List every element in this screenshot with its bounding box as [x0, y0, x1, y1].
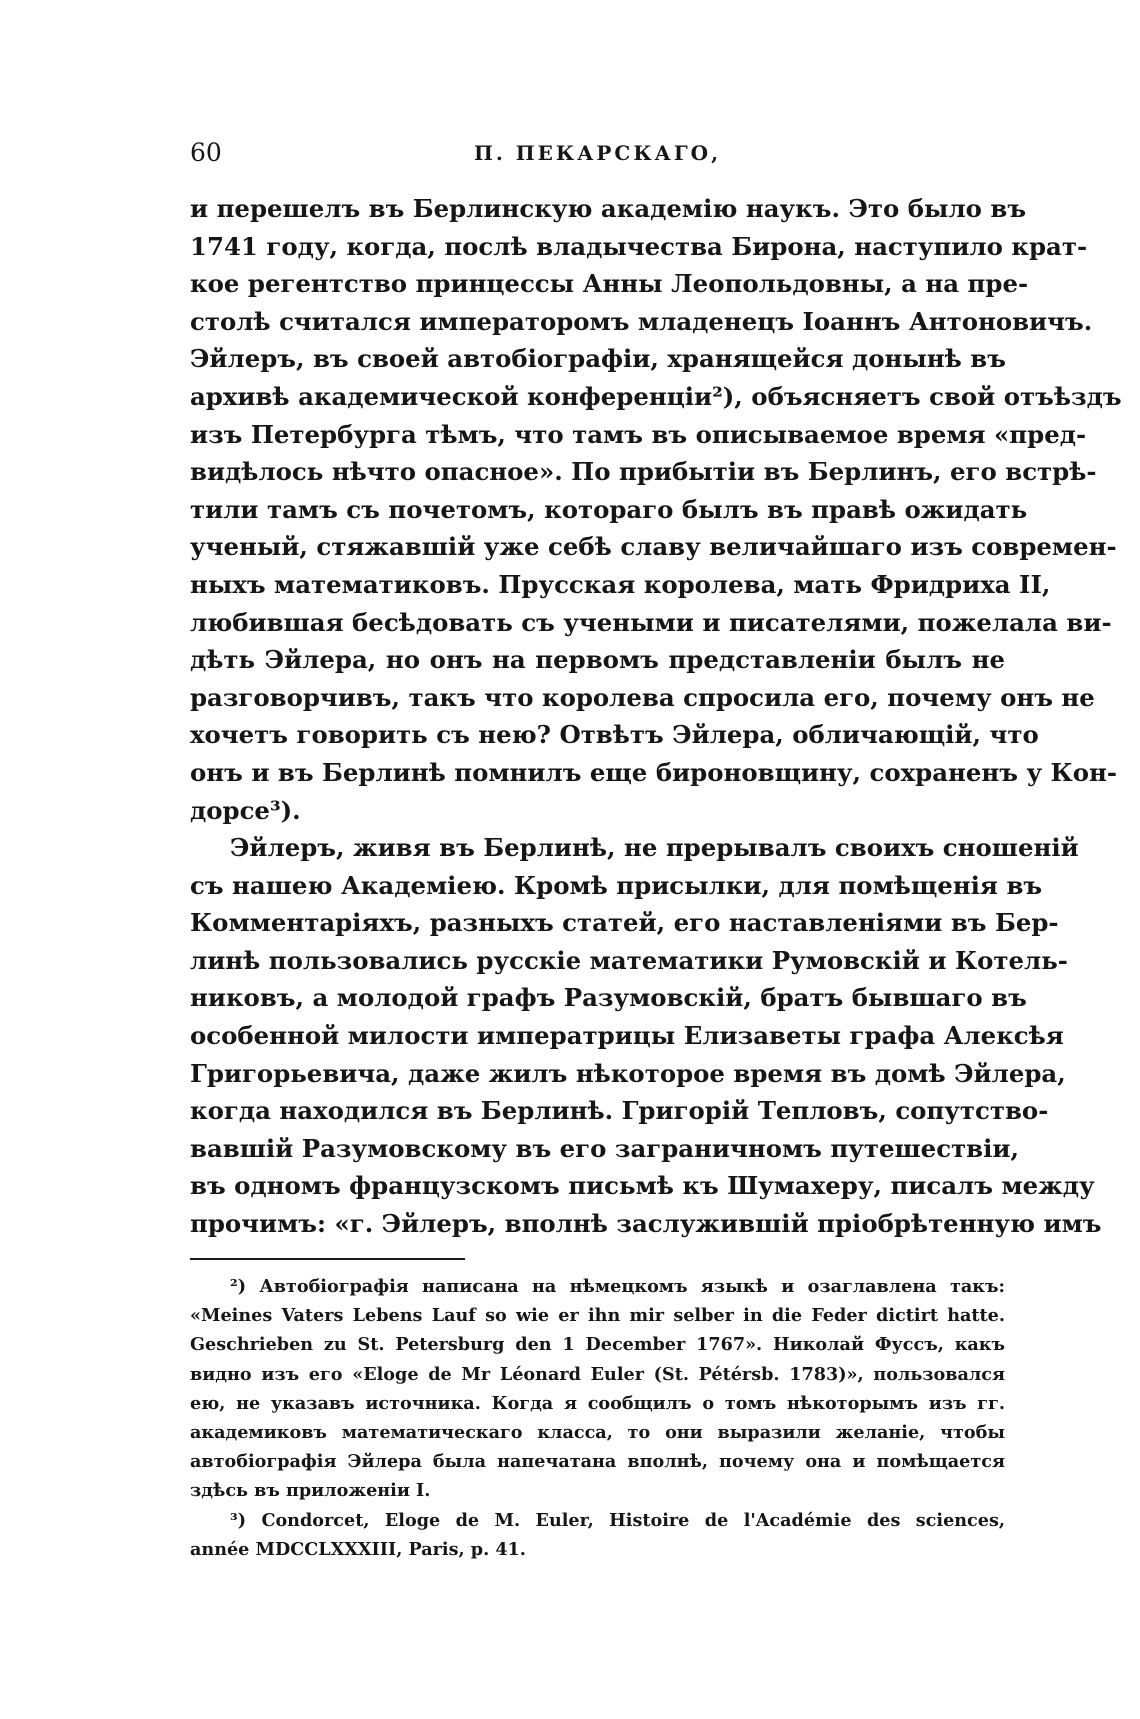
text-line: 1741 году, когда, послѣ владычества Бирона, наступило крат- [190, 231, 1088, 261]
text-line: тили тамъ съ почетомъ, котораго былъ въ правѣ ожидать [190, 494, 1028, 524]
text-line: особенной милости императрицы Елизаветы графа Алексѣя [190, 1021, 1064, 1051]
text-line: Комментаріяхъ, разныхъ статей, его наставленіями въ Бер- [190, 908, 1059, 938]
footnote-line: видно изъ его «Eloge de Mr Léonard Euler (St. Pétérsb. 1783)», пользовался [190, 1363, 1005, 1385]
running-head: П. ПЕКАРСКАГО, [473, 141, 722, 165]
footnote-line: ²) Автобіографія написана на нѣмецкомъ языкѣ и озаглавлена такъ: [230, 1276, 1005, 1297]
text-line: изъ Петербурга тѣмъ, что тамъ въ описываемое время «пред- [190, 419, 1087, 449]
text-line: Эйлеръ, въ своей автобіографіи, хранящейся донынѣ въ [190, 344, 1006, 374]
text-line: когда находился въ Берлинѣ. Григорій Тепловъ, сопутство- [190, 1096, 1049, 1126]
footnote-line: ³) Condorcet, Eloge de M. Euler, Histoire de l'Académie des sciences, [230, 1509, 1005, 1531]
footnote-3 [190, 1506, 1005, 1564]
text-line: вавшій Разумовскому въ его заграничномъ путешествіи, [190, 1133, 1019, 1163]
text-line: онъ и въ Берлинѣ помнилъ еще бироновщину, сохраненъ у Кон- [190, 757, 1117, 787]
footnote-rule [190, 1258, 465, 1260]
paragraph-1 [190, 190, 1122, 829]
footnote-line: «Meines Vaters Lebens Lauf so wie er ihn mir selber in die Feder dictirt hatte. [190, 1305, 1005, 1327]
footnote-line: Geschrieben zu St. Petersburg den 1 December 1767». Николай Фуссъ, какъ [190, 1334, 1005, 1356]
footnote-2 [190, 1272, 1005, 1506]
text-line: столѣ считался императоромъ младенецъ Іоаннъ Антоновичъ. [190, 306, 1093, 336]
footnote-line: здѣсь въ приложеніи I. [190, 1480, 431, 1502]
footnote-line: année MDCCLXXXIII, Paris, p. 41. [190, 1538, 526, 1560]
footnote-line: академиковъ математическаго класса, то они выразили желаніе, чтобы [190, 1421, 1005, 1443]
text-line: архивѣ академической конференціи²), объясняетъ свой отъѣздъ [190, 381, 1122, 411]
page-number: 60 [190, 138, 222, 167]
text-line: хочетъ говорить съ нею? Отвѣтъ Эйлера, обличающій, что [190, 720, 1039, 750]
text-line: и перешелъ въ Берлинскую академію наукъ. Это было въ [190, 194, 1027, 223]
text-line: линѣ пользовались русскіе математики Румовскій и Котель- [190, 945, 1068, 975]
main-text [190, 190, 1122, 1243]
text-line: видѣлось нѣчто опасное». По прибытіи въ Берлинъ, его встрѣ- [190, 457, 1097, 487]
text-line: съ нашею Академіею. Кромѣ присылки, для помѣщенія въ [190, 870, 1043, 900]
text-line: ныхъ математиковъ. Прусская королева, мать Фридриха II, [190, 569, 1051, 599]
text-line: дорсе³). [190, 795, 301, 825]
footnote-line: ею, не указавъ источника. Когда я сообщилъ о томъ нѣкоторымъ изъ гг. [190, 1392, 1005, 1414]
text-line: ученый, стяжавшій уже себѣ славу величайшаго изъ современ- [190, 532, 1117, 562]
text-line: кое регентство принцессы Анны Леопольдовны, а на пре- [190, 269, 1029, 299]
text-line: Григорьевича, даже жилъ нѣкоторое время въ домѣ Эйлера, [190, 1058, 1066, 1088]
text-line: въ одномъ французскомъ письмѣ къ Шумахеру, писалъ между [190, 1171, 1095, 1201]
text-line: разговорчивъ, такъ что королева спросила его, почему онъ не [190, 682, 1095, 712]
text-line: прочимъ: «г. Эйлеръ, вполнѣ заслужившій пріобрѣтенную имъ [190, 1209, 1102, 1239]
footnote-line: автобіографія Эйлера была напечатана вполнѣ, почему она и помѣщается [190, 1451, 1005, 1473]
footnotes [190, 1272, 1005, 1564]
text-line: дѣть Эйлера, но онъ на первомъ представленіи былъ не [190, 645, 1005, 675]
text-line: Эйлеръ, живя въ Берлинѣ, не прерывалъ своихъ сношеній [230, 833, 1079, 863]
page-header [190, 138, 1005, 178]
paragraph-2 [190, 829, 1102, 1243]
text-line: никовъ, а молодой графъ Разумовскій, братъ бывшаго въ [190, 983, 1027, 1013]
text-line: любившая бесѣдовать съ учеными и писателями, пожелала ви- [190, 607, 1112, 637]
